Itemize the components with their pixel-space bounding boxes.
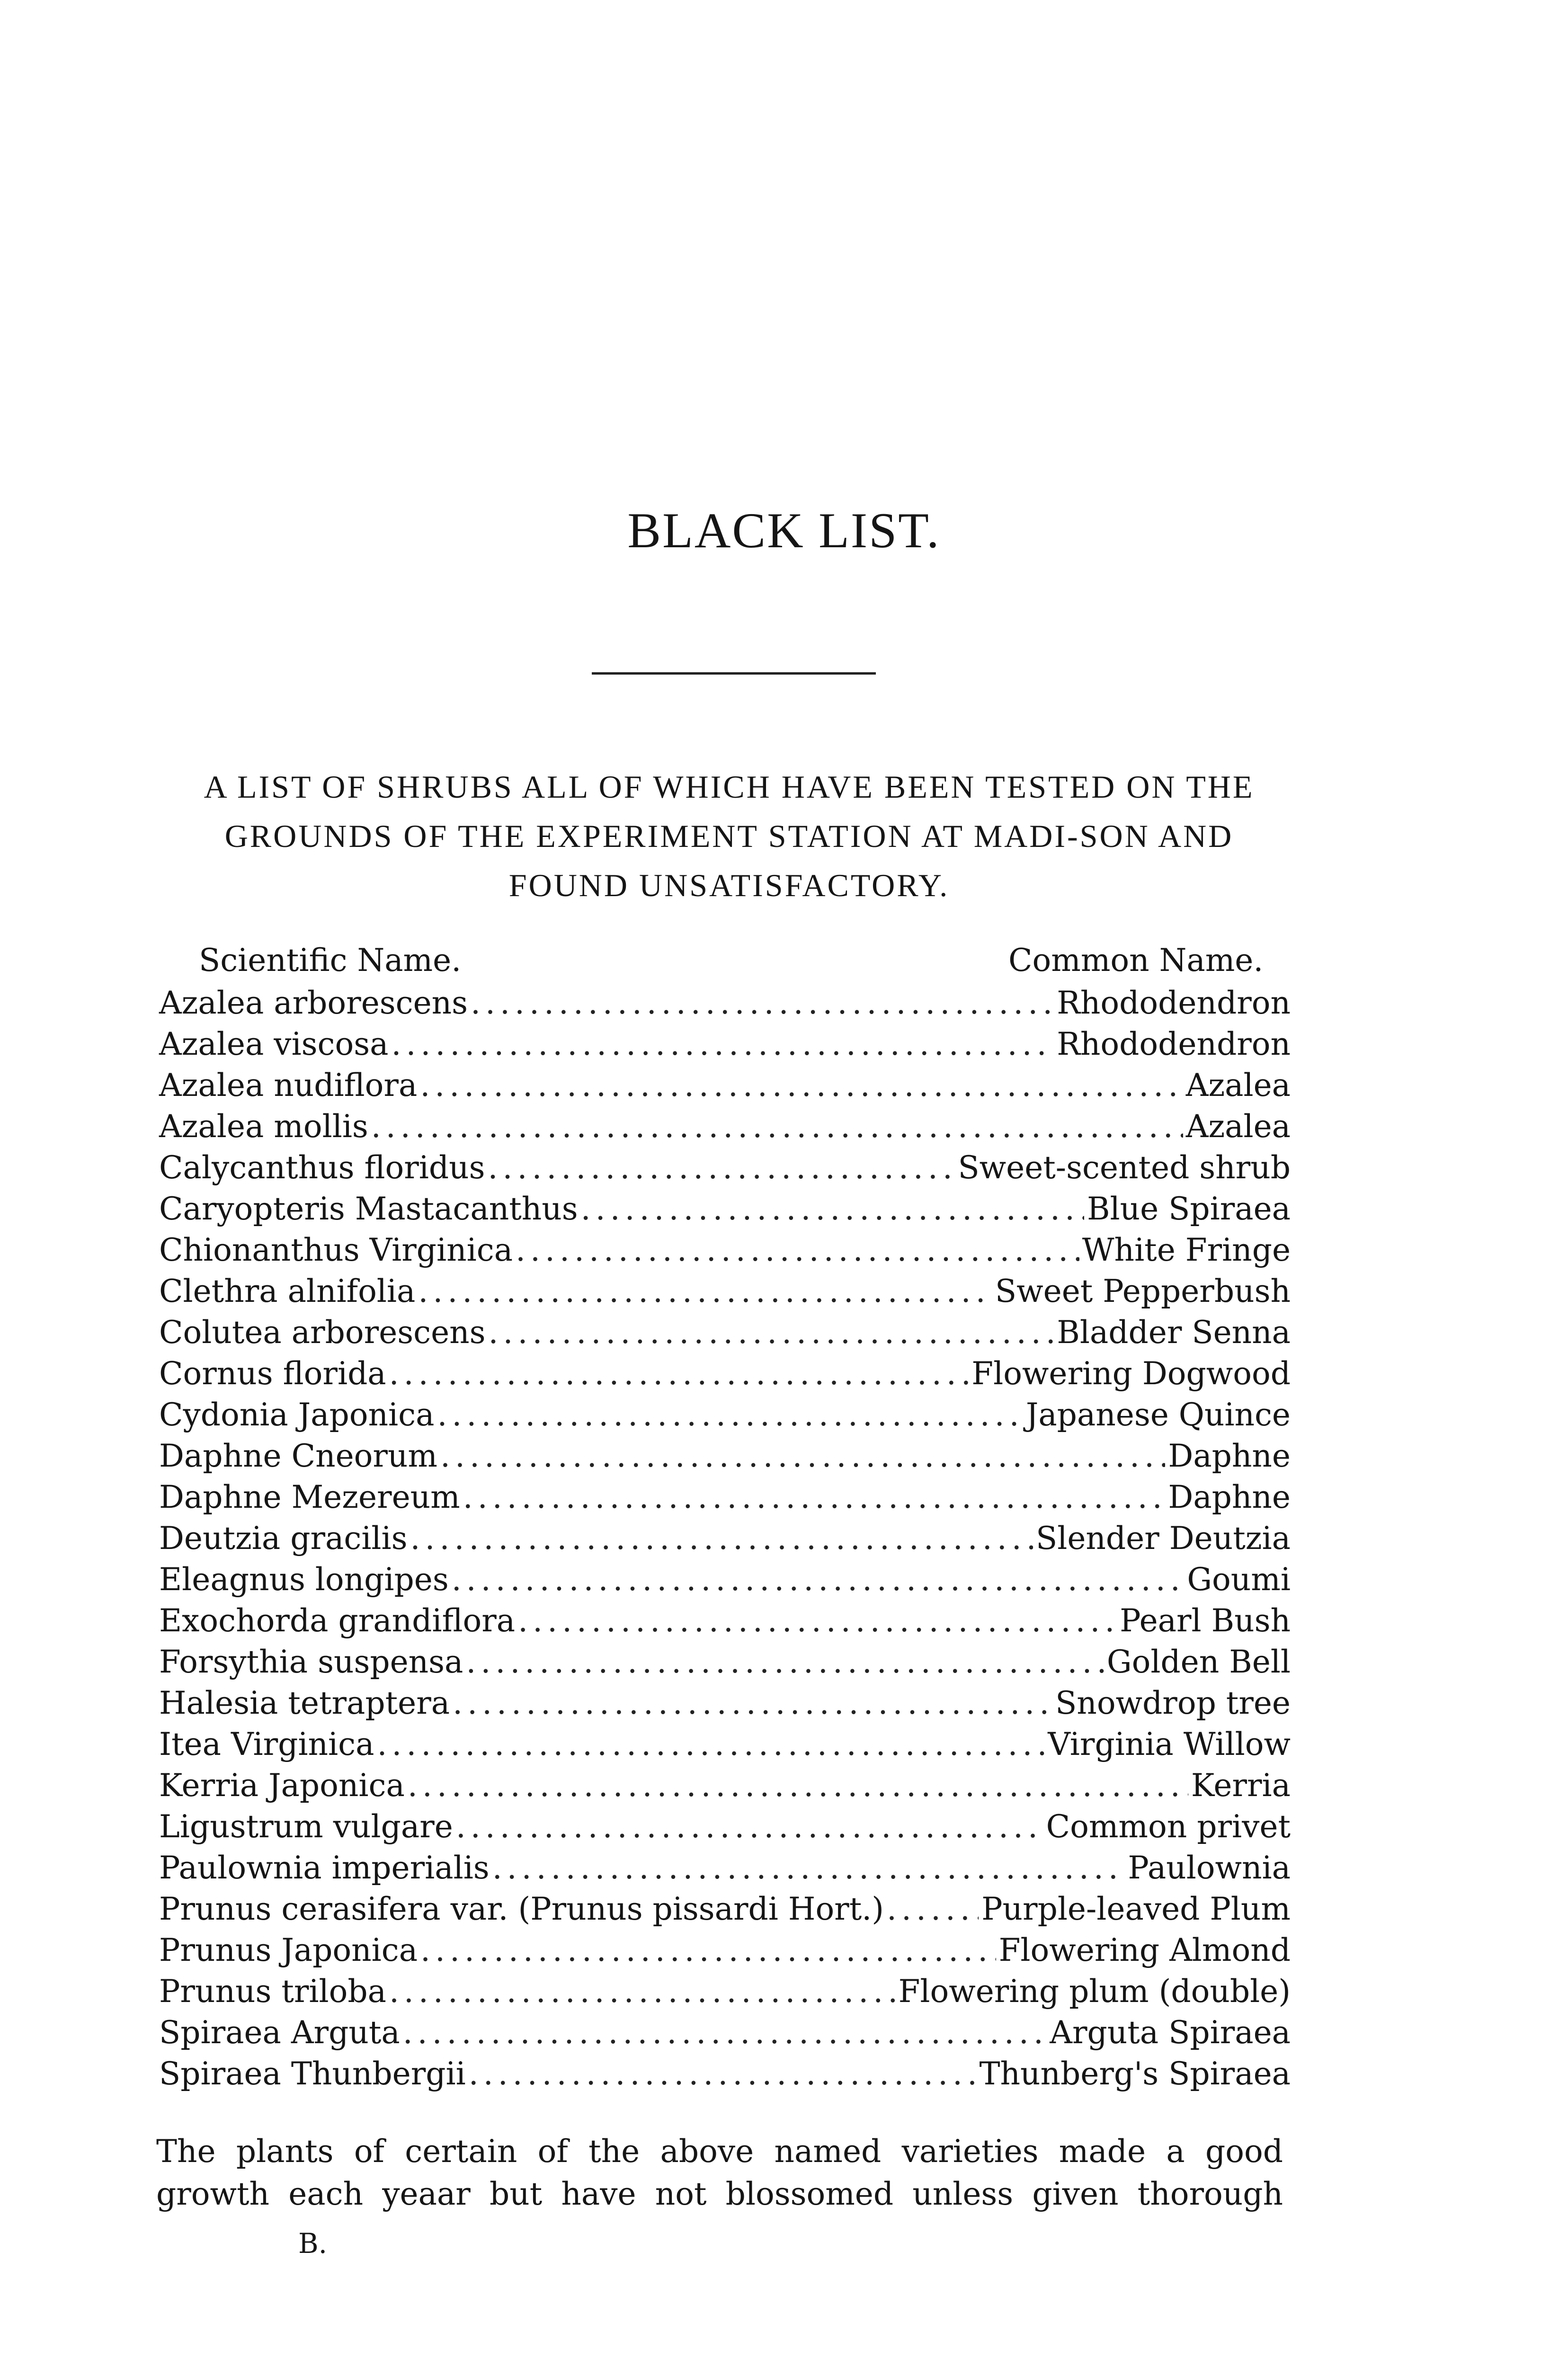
common-name: Arguta Spiraea [1050,2014,1291,2051]
list-item [159,1108,1291,1149]
dot-leader [403,2014,1047,2051]
common-name: Blue Spiraea [1087,1191,1291,1227]
dot-leader [887,1891,979,1927]
common-name: Goumi [1187,1561,1291,1598]
scientific-name-header: Scientific Name. [199,942,462,979]
dot-leader [489,1314,1054,1351]
common-name: Rhododendron [1057,1026,1291,1062]
common-name: Slender Deutzia [1036,1520,1291,1557]
scientific-name: Clethra alnifolia [159,1273,416,1309]
scientific-name: Prunus Japonica [159,1932,418,1968]
dot-leader [581,1191,1084,1227]
page-signature: B. [298,2227,328,2260]
list-item [159,1273,1291,1314]
dot-leader [371,1108,1183,1145]
list-item [159,1561,1291,1602]
dot-leader [469,2056,977,2092]
common-name: Japanese Quince [1025,1397,1291,1433]
shrub-list [159,985,1291,2097]
scientific-name: Azalea mollis [159,1108,368,1145]
subtitle: A LIST OF SHRUBS ALL OF WHICH HAVE BEEN TESTED ON THE GROUNDS OF THE EXPERIMENT STATION AT MADI-SON AND FOUND UNSATISFACTORY. [204,769,1255,903]
common-name: Flowering Dogwood [971,1355,1291,1392]
list-item [159,1973,1291,2014]
dot-leader [488,1149,955,1186]
list-item [159,1602,1291,1644]
scientific-name: Colutea arborescens [159,1314,486,1351]
dot-leader [456,1808,1043,1845]
common-name: Flowering plum (double) [898,1973,1291,2010]
dot-leader [518,1602,1117,1639]
list-item [159,1314,1291,1355]
dot-leader [453,1685,1052,1721]
list-item [159,1067,1291,1108]
list-item [159,1726,1291,1767]
dot-leader [391,1026,1054,1062]
dot-leader [516,1232,1079,1268]
scientific-name: Deutzia gracilis [159,1520,408,1557]
dot-leader [463,1479,1166,1515]
dot-leader [389,1973,896,2010]
dot-leader [389,1355,969,1392]
list-item [159,1232,1291,1273]
list-item [159,2014,1291,2056]
scientific-name: Kerria Japonica [159,1767,405,1804]
list-item [159,1891,1291,1932]
common-name-header: Common Name. [1008,942,1264,979]
list-item [159,1149,1291,1191]
common-name: Sweet-scented shrub [958,1149,1291,1186]
dot-leader [440,1438,1165,1474]
scientific-name: Paulownia imperialis [159,1850,490,1886]
body-paragraph: The plants of certain of the above named varieties made a good growth each yeaar but have not blossomed unless given thorough [156,2133,1283,2212]
scientific-name: Caryopteris Mastacanthus [159,1191,578,1227]
scientific-name: Cornus florida [159,1355,386,1392]
common-name: Snowdrop tree [1055,1685,1291,1721]
dot-leader [471,985,1054,1021]
scientific-name: Eleagnus longipes [159,1561,449,1598]
common-name: Purple-leaved Plum [981,1891,1291,1927]
common-name: Kerria [1191,1767,1291,1804]
common-name: Daphne [1168,1438,1291,1474]
common-name: Paulownia [1128,1850,1291,1886]
scientific-name: Forsythia suspensa [159,1644,463,1680]
common-name: White Fringe [1082,1232,1291,1268]
dot-leader [452,1561,1185,1598]
scientific-name: Ligustrum vulgare [159,1808,453,1845]
title-divider [592,672,876,675]
scientific-name: Daphne Mezereum [159,1479,460,1515]
common-name: Sweet Pepperbush [995,1273,1291,1309]
scientific-name: Halesia tetraptera [159,1685,450,1721]
list-item [159,1644,1291,1685]
scientific-name: Prunus triloba [159,1973,386,2010]
common-name: Azalea [1185,1067,1291,1103]
list-item [159,1479,1291,1520]
common-name: Thunberg's Spiraea [979,2056,1291,2092]
dot-leader [420,1932,996,1968]
list-item [159,1355,1291,1397]
scientific-name: Exochorda grandiflora [159,1602,516,1639]
list-item [159,1850,1291,1891]
scientific-name: Azalea viscosa [159,1026,389,1062]
dot-leader [466,1644,1104,1680]
common-name: Azalea [1185,1108,1291,1145]
common-name: Bladder Senna [1057,1314,1291,1351]
scientific-name: Prunus cerasifera var. (Prunus pissardi Hort.) [159,1891,884,1927]
list-item [159,1932,1291,1973]
list-item [159,1685,1291,1726]
dot-leader [418,1273,992,1309]
dot-leader [408,1767,1188,1804]
dot-leader [420,1067,1183,1103]
scientific-name: Spiraea Arguta [159,2014,400,2051]
scientific-name: Daphne Cneorum [159,1438,438,1474]
scientific-name: Calycanthus floridus [159,1149,485,1186]
common-name: Daphne [1168,1479,1291,1515]
list-item [159,1191,1291,1232]
list-item [159,2056,1291,2097]
common-name: Rhododendron [1057,985,1291,1021]
common-name: Pearl Bush [1120,1602,1291,1639]
list-item [159,985,1291,1026]
list-item [159,1026,1291,1067]
common-name: Common privet [1046,1808,1291,1845]
list-item [159,1397,1291,1438]
page-title: BLACK LIST. [627,503,941,558]
list-item [159,1767,1291,1808]
common-name: Virginia Willow [1048,1726,1291,1762]
dot-leader [437,1397,1023,1433]
dot-leader [377,1726,1045,1762]
common-name: Flowering Almond [998,1932,1291,1968]
scientific-name: Spiraea Thunbergii [159,2056,466,2092]
scientific-name: Chionanthus Virginica [159,1232,513,1268]
scientific-name: Azalea arborescens [159,985,468,1021]
list-item [159,1808,1291,1850]
scientific-name: Itea Virginica [159,1726,374,1762]
dot-leader [410,1520,1033,1557]
common-name: Golden Bell [1106,1644,1291,1680]
scientific-name: Azalea nudiflora [159,1067,418,1103]
list-item [159,1520,1291,1561]
scientific-name: Cydonia Japonica [159,1397,435,1433]
dot-leader [492,1850,1125,1886]
list-item [159,1438,1291,1479]
